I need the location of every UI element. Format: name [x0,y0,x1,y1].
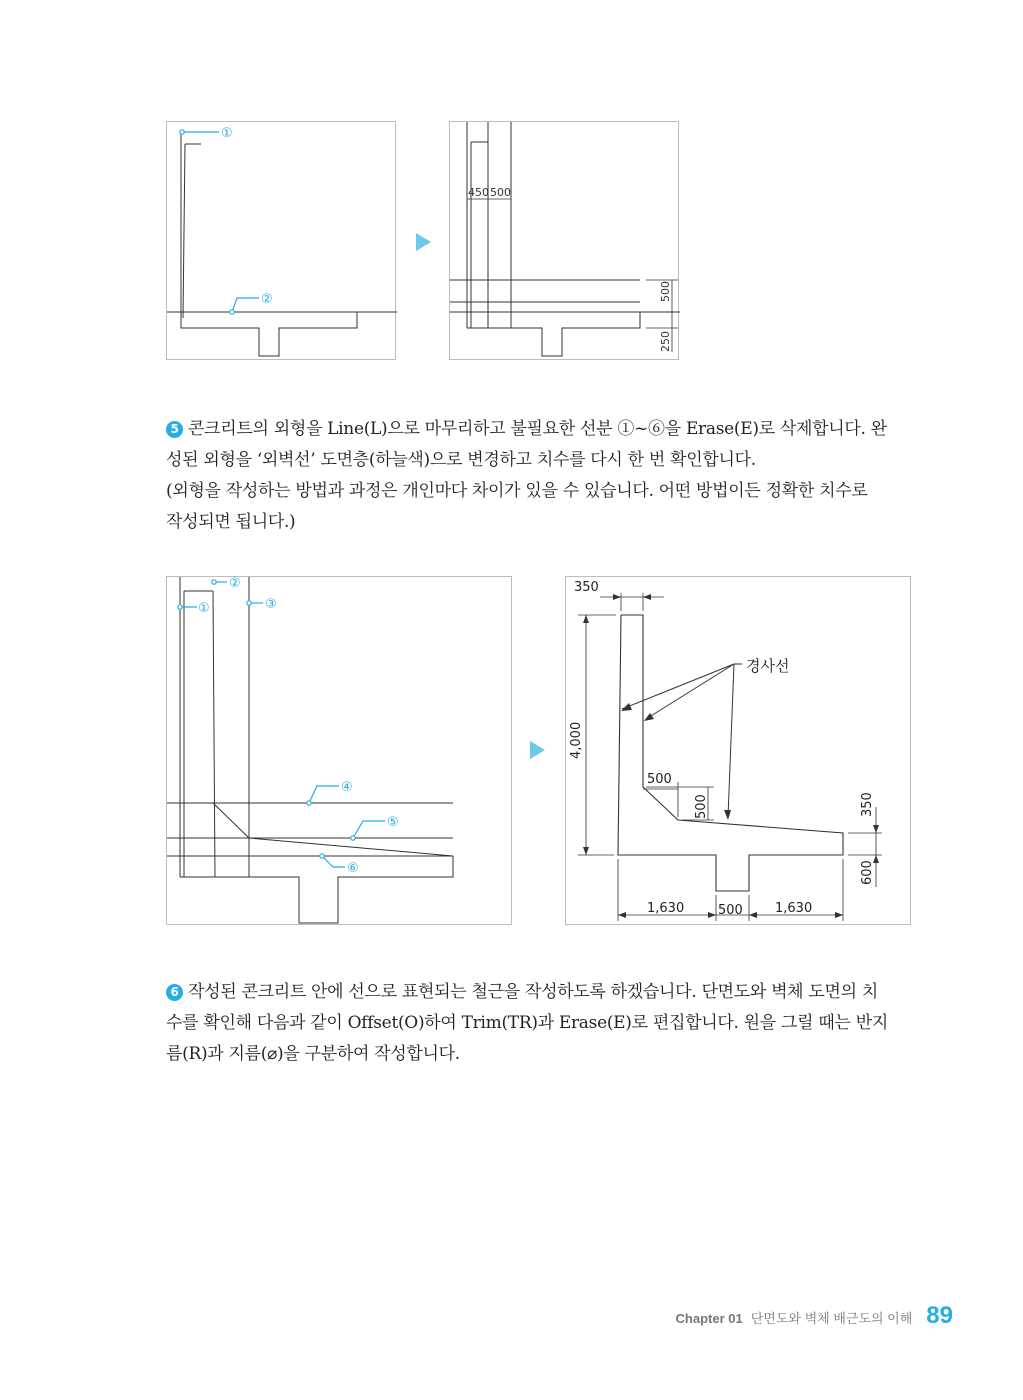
dim-1630-right: 1,630 [775,901,813,916]
step-6-line-3: 름(R)과 지름(⌀)을 구분하여 작성합니다. [166,1044,460,1064]
dim-500-fillet-vertical: 500 [694,794,709,819]
dim-350-top: 350 [574,580,599,595]
figure-initial-outline [166,121,396,360]
figure-offset-lines [449,121,679,360]
page-number: 89 [926,1302,953,1329]
figure-offset-lines-drawing [450,122,680,361]
step-5-line-2: 성된 외형을 ‘외벽선’ 도면층(하늘색)으로 변경하고 치수를 다시 한 번 확인합니다. [166,450,756,470]
dim-450: 450 [468,186,489,199]
figure-initial-outline-drawing [167,122,397,361]
step-5-line-4: 작성되면 됩니다.) [166,512,296,532]
callout-2: ② [261,292,273,307]
figure-lines-to-erase [166,576,512,925]
dim-250-right: 250 [659,331,672,352]
footing-outline [181,312,357,356]
arrow-right-icon [530,741,545,759]
page-footer [676,1302,953,1330]
footer-chapter: Chapter 01 [675,1311,743,1326]
callout-5: ⑤ [387,815,399,830]
callout-1: ① [221,126,233,141]
callout-3: ③ [265,597,277,612]
dim-4000: 4,000 [569,721,584,759]
callout-6: ⑥ [347,861,359,876]
step-6-text [166,977,914,1070]
dim-500-fillet-horizontal: 500 [647,772,672,787]
figure-final-outline [565,576,911,925]
wall-inner-line [183,144,185,318]
step-5-line-1: 콘크리트의 외형을 Line(L)으로 마무리하고 불필요한 선분 ①~⑥을 Erase(E)로 삭제합니다. 완 [188,419,887,439]
step-5-line-3: (외형을 작성하는 방법과 과정은 개인마다 차이가 있을 수 있습니다. 어떤 방법이든 정확한 치수로 [166,481,868,501]
step-5-text [166,414,914,538]
dim-500-right: 500 [659,281,672,302]
footer-title: 단면도와 벽체 배근도의 이해 [750,1311,913,1326]
callout-1: ① [198,601,210,616]
slope-line-label: 경사선 [746,657,790,675]
dim-500-top: 500 [490,186,511,199]
callout-4: ④ [341,780,353,795]
dim-500-bottom: 500 [718,903,743,918]
dim-1630-left: 1,630 [647,901,685,916]
step-6-number-badge: 6 [166,984,183,1001]
dim-600-right: 600 [860,860,875,885]
step-6-line-1: 작성된 콘크리트 안에 선으로 표현되는 철근을 작성하도록 하겠습니다. 단면도와 벽체 도면의 치 [188,982,879,1002]
figure-lines-to-erase-drawing [167,577,513,926]
dim-350-right: 350 [860,792,875,817]
step-6-line-2: 수를 확인해 다음과 같이 Offset(O)하여 Trim(TR)과 Erase(E)로 편집합니다. 원을 그릴 때는 반지 [166,1013,888,1033]
figure-final-outline-drawing [566,577,912,926]
arrow-right-icon [416,233,431,251]
callout-2: ② [229,576,241,591]
step-5-number-badge: 5 [166,421,183,438]
